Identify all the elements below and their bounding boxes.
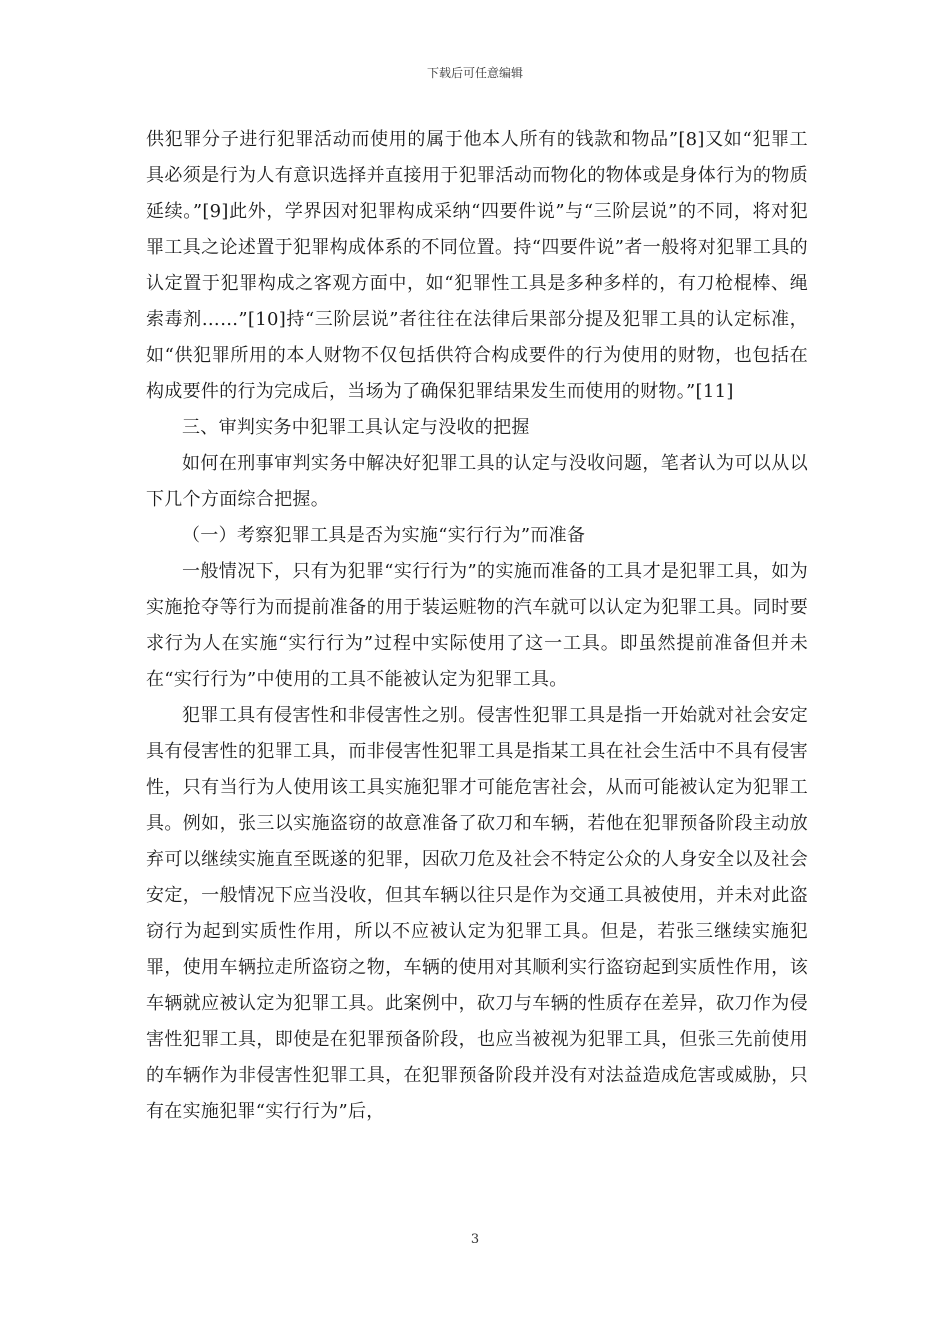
paragraph-example: 犯罪工具有侵害性和非侵害性之别。侵害性犯罪工具是指一开始就对社会安定具有侵害性的犯罪工具，而非侵害性犯罪工具是指某工具在社会生活中不具有侵害性，只有当行为人使用该工具实施犯罪才可能危害社会，从而可能被认定为犯罪工具。例如，张三以实施盗窃的故意准备了砍刀和车辆，若他在犯罪预备阶段主动放弃可以继续实施直至既遂的犯罪，因砍刀危及社会不特定公众的人身安全以及社会安定，一般情况下应当没收，但其车辆以往只是作为交通工具被使用，并未对此盗窃行为起到实质性作用，所以不应被认定为犯罪工具。但是，若张三继续实施犯罪，使用车辆拉走所盗窃之物，车辆的使用对其顺利实行盗窃起到实质性作用，该车辆就应被认定为犯罪工具。此案例中，砍刀与车辆的性质存在差异，砍刀作为侵害性犯罪工具，即使是在犯罪预备阶段，也应当被视为犯罪工具，但张三先前使用的车辆作为非侵害性犯罪工具，在犯罪预备阶段并没有对法益造成危害或威胁，只有在实施犯罪“实行行为”后， [146, 705, 808, 1122]
document-body [146, 122, 808, 1130]
paragraph-intro: 如何在刑事审判实务中解决好犯罪工具的认定与没收问题，笔者认为可以从以下几个方面综合把握。 [146, 453, 808, 510]
paragraph-general: 一般情况下，只有为犯罪“实行行为”的实施而准备的工具才是犯罪工具，如为实施抢夺等行为而提前准备的用于装运赃物的汽车就可以认定为犯罪工具。同时要求行为人在实施“实行行为”过程中实际使用了这一工具。即虽然提前准备但并未在“实行行为”中使用的工具不能被认定为犯罪工具。 [146, 561, 808, 690]
page-number: 3 [470, 1232, 480, 1247]
page-header: 下载后可任意编辑 [426, 66, 523, 80]
subsection-heading: （一）考察犯罪工具是否为实施“实行行为”而准备 [182, 525, 586, 546]
section-heading: 三、审判实务中犯罪工具认定与没收的把握 [182, 417, 530, 438]
paragraph-continuation: 供犯罪分子进行犯罪活动而使用的属于他本人所有的钱款和物品”[8]又如“犯罪工具必须是行为人有意识选择并直接用于犯罪活动而物化的物体或是身体行为的物质延续。”[9]此外，学界因对犯罪构成采纳“四要件说”与“三阶层说”的不同，将对犯罪工具之论述置于犯罪构成体系的不同位置。持“四要件说”者一般将对犯罪工具的认定置于犯罪构成之客观方面中，如“犯罪性工具是多种多样的，有刀枪棍棒、绳索毒剂……”[10]持“三阶层说”者往往在法律后果部分提及犯罪工具的认定标准，如“供犯罪所用的本人财物不仅包括供符合构成要件的行为使用的财物，也包括在构成要件的行为完成后，当场为了确保犯罪结果发生而使用的财物。”[11] [146, 129, 808, 402]
